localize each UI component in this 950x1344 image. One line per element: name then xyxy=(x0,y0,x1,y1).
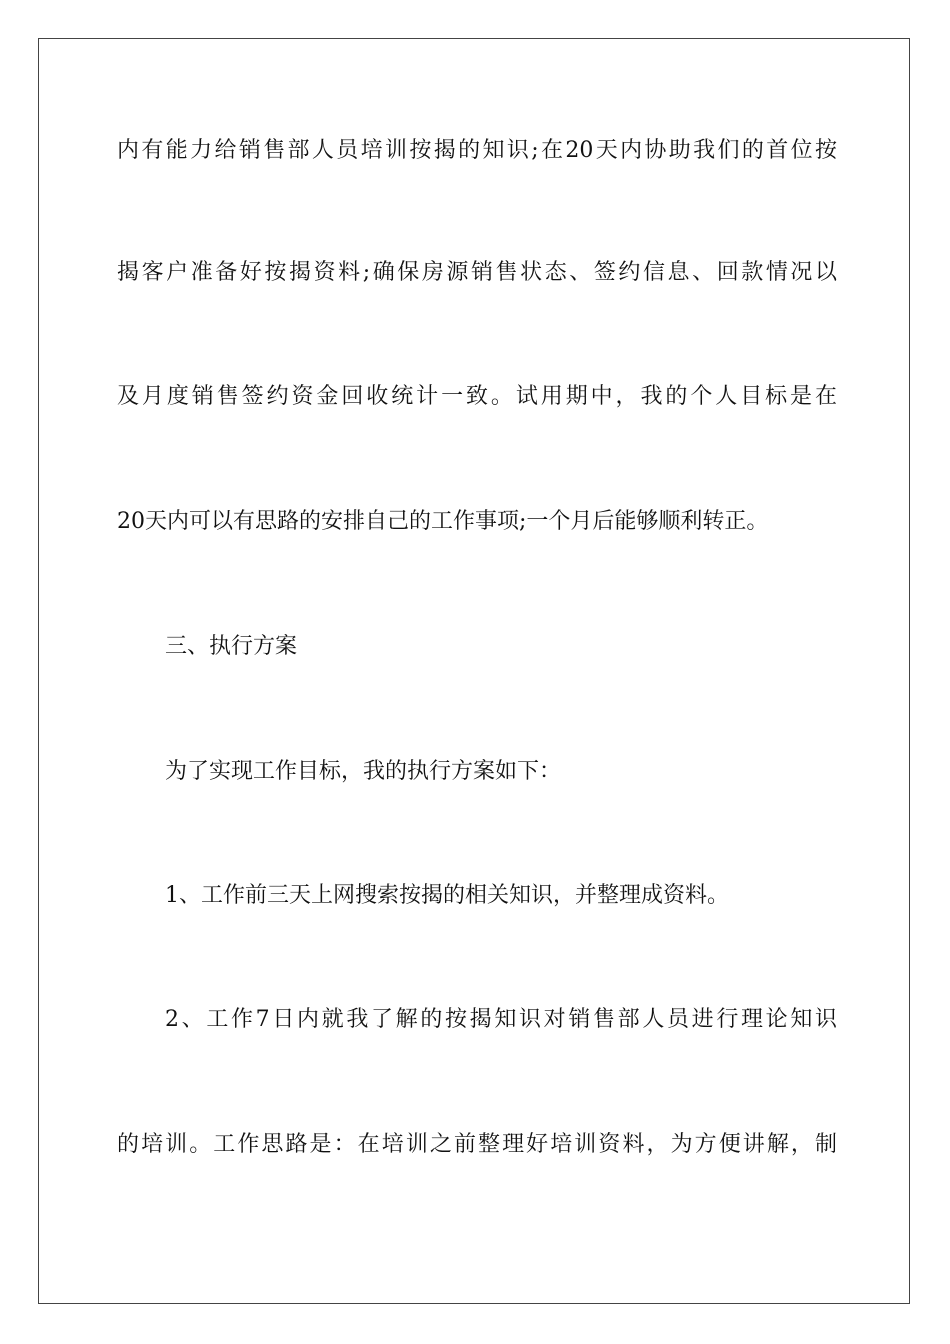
paragraph-line-2: 揭客户准备好按揭资料;确保房源销售状态、签约信息、回款情况以 xyxy=(117,260,837,285)
section-heading: 三、执行方案 xyxy=(165,634,298,659)
page-frame xyxy=(38,38,910,1304)
list-item-2-line-1: 2、工作7日内就我了解的按揭知识对销售部人员进行理论知识 xyxy=(165,1007,837,1032)
paragraph-line-3: 及月度销售签约资金回收统计一致。试用期中，我的个人目标是在 xyxy=(117,384,837,409)
paragraph-line-1: 内有能力给销售部人员培训按揭的知识;在20天内协助我们的首位按 xyxy=(117,138,837,163)
list-item-2-line-2: 的培训。工作思路是：在培训之前整理好培训资料，为方便讲解，制 xyxy=(117,1132,837,1157)
paragraph-intro: 为了实现工作目标，我的执行方案如下： xyxy=(165,759,562,784)
paragraph-line-4: 20天内可以有思路的安排自己的工作事项;一个月后能够顺利转正。 xyxy=(117,509,769,534)
list-item-1: 1、工作前三天上网搜索按揭的相关知识，并整理成资料。 xyxy=(165,883,729,908)
